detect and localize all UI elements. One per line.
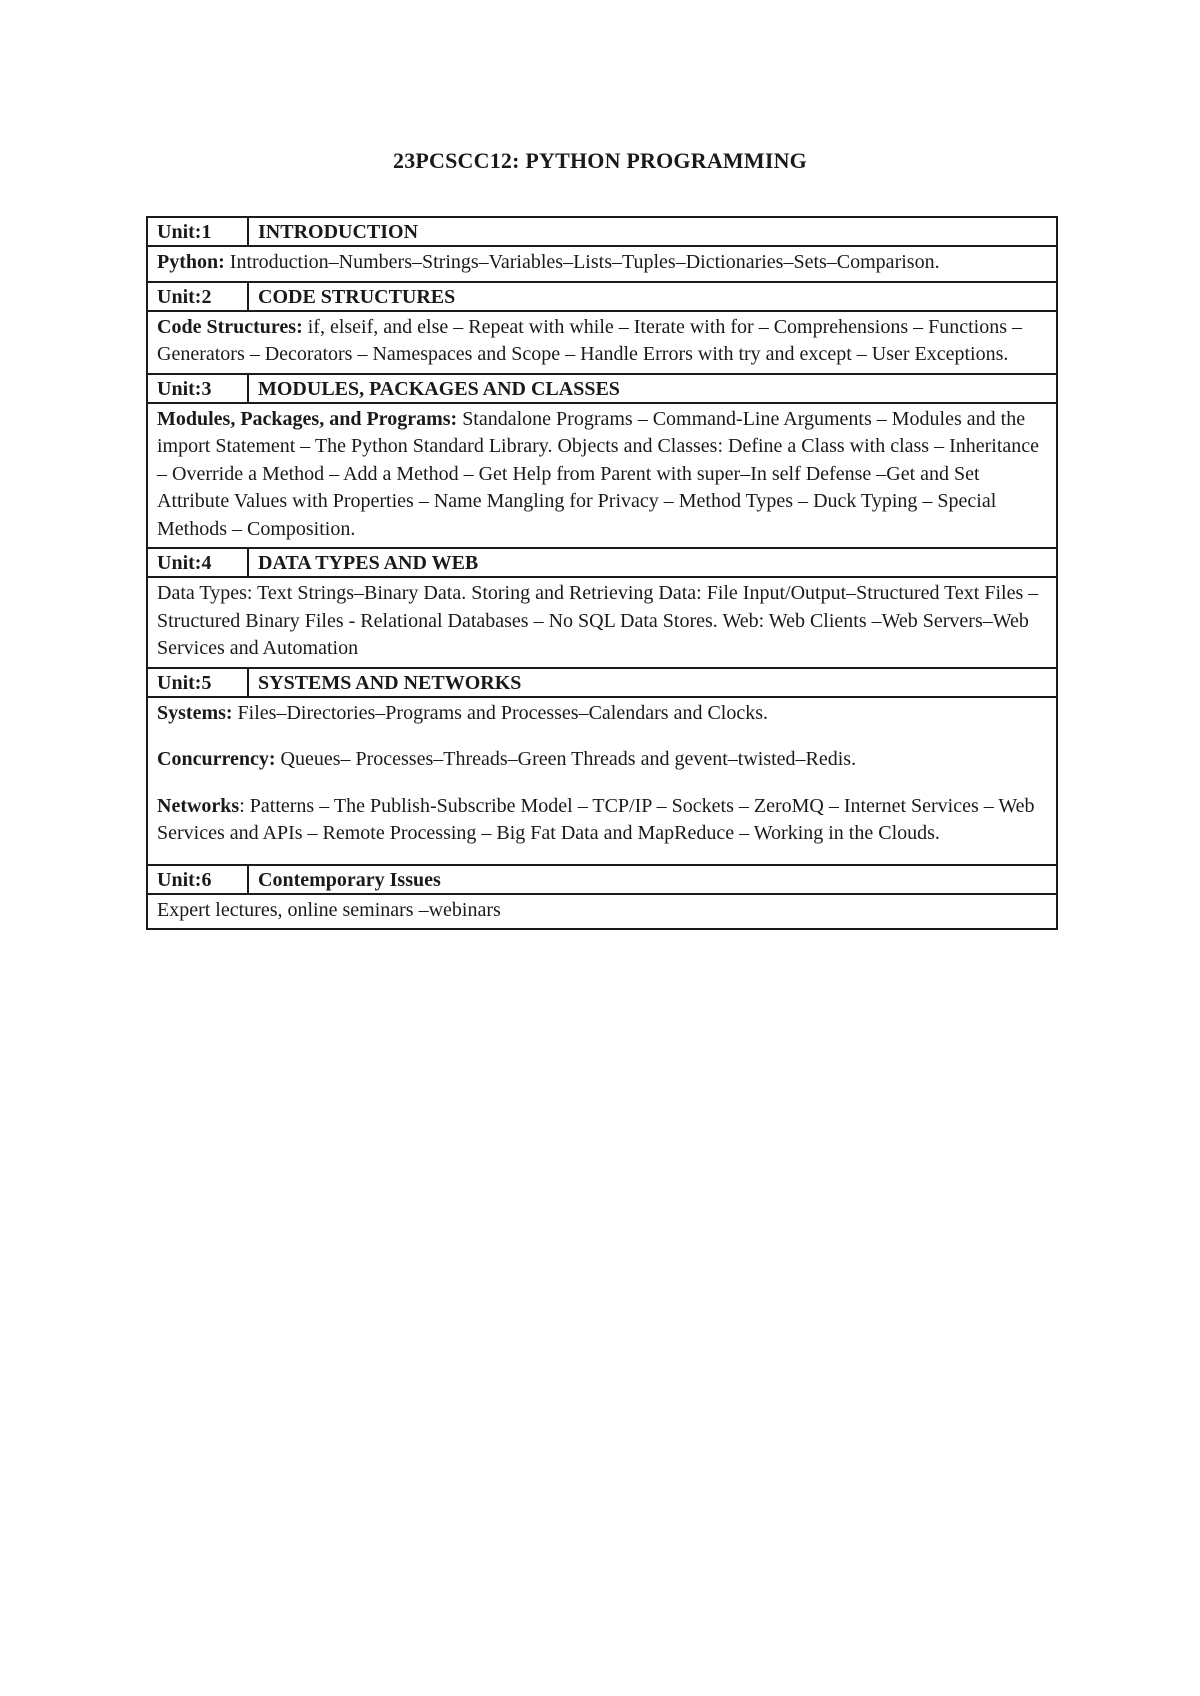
paragraph-lead: Code Structures: xyxy=(157,315,303,338)
unit-number: Unit:5 xyxy=(147,668,248,697)
unit-content-row xyxy=(147,311,1057,374)
unit-header-row xyxy=(147,374,1057,403)
content-paragraph xyxy=(157,406,1047,544)
unit-content xyxy=(147,403,1057,549)
unit-header-row xyxy=(147,282,1057,311)
unit-content xyxy=(147,246,1057,282)
content-paragraph xyxy=(157,793,1047,848)
paragraph-text: Expert lectures, online seminars –webinars xyxy=(157,898,501,921)
paragraph-lead: Concurrency: xyxy=(157,748,276,770)
unit-content-row xyxy=(147,403,1057,549)
unit-content-row xyxy=(147,697,1057,865)
unit-content xyxy=(147,577,1057,668)
paragraph-text: : Patterns – The Publish-Subscribe Model – TCP/IP – Sockets – ZeroMQ – Internet Services – Web Services and APIs – Remote Processing – Big Fat Data and MapReduce – Working in the Clouds. xyxy=(157,794,1035,844)
unit-content-row xyxy=(147,577,1057,668)
paragraph-text: Standalone Programs – Command-Line Arguments – Modules and the import Statement – The Python Standard Library. Objects and Classes: Define a Class with class – Inheritance – Override a Method – Add a Method – Get Help from Parent with super–In self Defense –Get and Set Attribute Values with Properties – Name Mangling for Privacy – Method Types – Duck Typing – Special Methods – Composition. xyxy=(157,407,1040,540)
paragraph-lead: Networks xyxy=(157,794,240,817)
paragraph-lead: Python: xyxy=(157,251,225,273)
paragraph-lead: Systems: xyxy=(157,701,233,724)
page-title: 23PCSCC12: PYTHON PROGRAMMING xyxy=(393,148,807,173)
unit-name: DATA TYPES AND WEB xyxy=(248,548,1057,577)
unit-header-row xyxy=(147,217,1057,246)
unit-name: INTRODUCTION xyxy=(248,217,1057,246)
unit-content xyxy=(147,894,1057,930)
unit-name: SYSTEMS AND NETWORKS xyxy=(248,668,1057,697)
unit-header-row xyxy=(147,668,1057,697)
paragraph-text: Introduction–Numbers–Strings–Variables–Lists–Tuples–Dictionaries–Sets–Comparison. xyxy=(224,251,940,273)
content-paragraph xyxy=(157,700,1047,728)
unit-name: CODE STRUCTURES xyxy=(248,282,1057,311)
content-paragraph xyxy=(157,314,1047,369)
unit-content-row xyxy=(147,894,1057,930)
unit-name: Contemporary Issues xyxy=(248,865,1057,894)
paragraph-text: if, elseif, and else – Repeat with while – Iterate with for – Comprehensions – Functions – Generators – Decorators – Namespaces and Scope – Handle Errors with try and except – User Exceptions. xyxy=(157,315,1023,365)
content-paragraph xyxy=(157,746,1047,774)
unit-name: MODULES, PACKAGES AND CLASSES xyxy=(248,374,1057,403)
content-paragraph xyxy=(157,249,1047,277)
content-paragraph xyxy=(157,580,1047,663)
unit-header-row xyxy=(147,548,1057,577)
paragraph-text: Data Types: Text Strings–Binary Data. Storing and Retrieving Data: File Input/Output–Structured Text Files – Structured Binary Files - Relational Databases – No SQL Data Stores. Web: Web Clients –Web Servers–Web Services and Automation xyxy=(157,582,1039,659)
paragraph-lead: Modules, Packages, and Programs: xyxy=(157,407,458,430)
content-paragraph xyxy=(157,897,1047,925)
unit-number: Unit:2 xyxy=(147,282,248,311)
syllabus-table xyxy=(146,216,1058,930)
unit-number: Unit:1 xyxy=(147,217,248,246)
paragraph-text: Queues– Processes–Threads–Green Threads and gevent–twisted–Redis. xyxy=(275,748,857,770)
unit-header-row xyxy=(147,865,1057,894)
unit-number: Unit:3 xyxy=(147,374,248,403)
unit-content-row xyxy=(147,246,1057,282)
unit-number: Unit:6 xyxy=(147,865,248,894)
unit-number: Unit:4 xyxy=(147,548,248,577)
unit-content xyxy=(147,697,1057,865)
paragraph-text: Files–Directories–Programs and Processes–Calendars and Clocks. xyxy=(232,701,768,724)
unit-content xyxy=(147,311,1057,374)
